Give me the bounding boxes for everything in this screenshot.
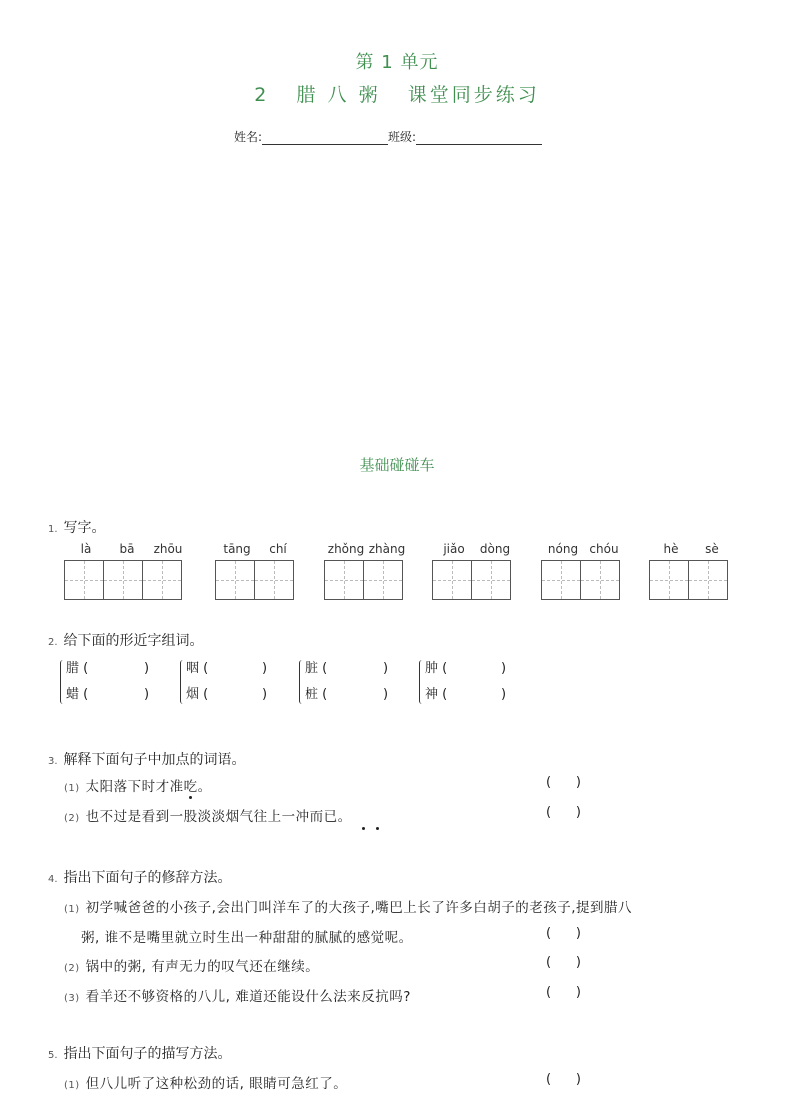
question-label: 解释下面句子中加点的词语。 [63,752,246,768]
pair-top: 肿 ( [425,661,448,676]
pinyin: dòng [479,542,511,556]
pair-bottom: 烟 ( [186,687,209,702]
lesson-subtitle: 课堂同步练习 [407,84,540,106]
pinyin: hè [663,542,679,556]
pair-top: 脏 ( [305,661,328,676]
name-label: 姓名: [234,130,263,144]
item-number: (3) [64,993,80,1004]
writing-cell[interactable] [103,560,143,600]
pinyin: tāng [223,542,251,556]
q4-item-1-cont [81,926,413,946]
item-text: 太阳落下时才准吃。 [85,779,212,795]
question-1 [48,517,106,537]
answer-paren[interactable]: ( ) [546,1072,581,1087]
brace [299,660,305,704]
pair-bottom: 桩 ( [305,687,328,702]
paren-close: ) [144,661,150,676]
item-number: (2) [64,813,80,824]
item-text: 锅中的粥, 有声无力的叹气还在继续。 [85,959,320,975]
question-label: 指出下面句子的修辞方法。 [63,870,232,886]
pinyin: jiǎo [443,542,465,556]
writing-cell[interactable] [649,560,689,600]
item-text: 看羊还不够资格的八儿, 难道还能设什么法来反抗吗? [85,989,411,1005]
writing-cell[interactable] [215,560,255,600]
class-field[interactable] [416,130,542,145]
char-pair [425,656,525,708]
paren-close: ) [383,661,389,676]
writing-grid[interactable] [649,560,728,600]
pinyin: bā [119,542,135,556]
item-number: (1) [64,904,80,915]
emphasis-dot [189,796,192,799]
pinyin: là [80,542,92,556]
writing-cell[interactable] [541,560,581,600]
answer-paren[interactable]: ( ) [546,955,581,970]
question-number: 3. [48,756,58,767]
paren-close: ) [262,661,268,676]
answer-paren[interactable]: ( ) [546,985,581,1000]
paren-close: ) [501,687,507,702]
pinyin: chóu [589,542,619,556]
writing-grid-area [0,540,794,610]
emphasis-dot [362,827,365,830]
writing-grid[interactable] [215,560,294,600]
pinyin: zhàng [368,542,406,556]
char-pair [305,656,405,708]
item-number: (1) [64,1080,80,1091]
question-5 [48,1043,232,1063]
paren-close: ) [501,661,507,676]
pinyin: zhǒng [327,542,365,556]
brace [419,660,425,704]
pinyin: zhōu [153,542,183,556]
brace [180,660,186,704]
item-text: 初学喊爸爸的小孩子,会出门叫洋车了的大孩子,嘴巴上长了许多白胡子的老孩子,提到腊八 [85,900,633,916]
writing-cell[interactable] [142,560,182,600]
question-number: 1. [48,524,58,535]
pair-top: 腊 ( [66,661,89,676]
answer-paren[interactable]: ( ) [546,805,581,820]
emphasis-dot [376,827,379,830]
pair-top: 咽 ( [186,661,209,676]
answer-paren[interactable]: ( ) [546,926,581,941]
question-2 [48,630,204,650]
name-field[interactable] [262,130,388,145]
item-text: 也不过是看到一股淡淡烟气往上一冲而已。 [85,809,352,825]
item-text-cont: 粥, 谁不是嘴里就立时生出一种甜甜的腻腻的感觉呢。 [81,930,413,946]
writing-cell[interactable] [688,560,728,600]
lesson-number: 2 [254,84,270,106]
pinyin: chí [269,542,287,556]
word-pairs [0,656,794,716]
q3-item-1 [64,775,212,795]
section-title: 基础碰碰车 [359,456,435,474]
writing-cell[interactable] [580,560,620,600]
pinyin: nóng [547,542,579,556]
class-label: 班级: [388,130,417,144]
item-number: (2) [64,963,80,974]
writing-cell[interactable] [64,560,104,600]
brace [60,660,66,704]
lesson-name: 腊 八 粥 [296,84,381,106]
question-label: 给下面的形近字组词。 [63,633,204,649]
q4-item-1 [64,896,632,916]
writing-grid[interactable] [324,560,403,600]
q5-item-1 [64,1072,347,1092]
lesson-title [0,80,794,107]
question-number: 4. [48,874,58,885]
char-pair [186,656,286,708]
pinyin: sè [705,542,719,556]
question-4 [48,867,232,887]
writing-cell[interactable] [471,560,511,600]
item-text: 但八儿听了这种松劲的话, 眼睛可急红了。 [85,1076,348,1092]
pair-bottom: 神 ( [425,687,448,702]
writing-grid[interactable] [541,560,620,600]
writing-cell[interactable] [254,560,294,600]
paren-close: ) [262,687,268,702]
writing-cell[interactable] [324,560,364,600]
paren-close: ) [144,687,150,702]
writing-cell[interactable] [432,560,472,600]
pair-bottom: 蜡 ( [66,687,89,702]
item-number: (1) [64,783,80,794]
name-class-row [234,128,542,145]
writing-grid[interactable] [432,560,511,600]
q3-item-2 [64,805,352,825]
unit-title: 第 1 单元 [355,52,439,73]
writing-cell[interactable] [363,560,403,600]
q4-item-3 [64,985,411,1005]
q4-item-2 [64,955,319,975]
question-number: 2. [48,637,58,648]
paren-close: ) [383,687,389,702]
writing-grid[interactable] [64,560,182,600]
question-3 [48,749,246,769]
char-pair [66,656,166,708]
answer-paren[interactable]: ( ) [546,775,581,790]
question-label: 写字。 [63,520,106,536]
question-number: 5. [48,1050,58,1061]
question-label: 指出下面句子的描写方法。 [63,1046,232,1062]
